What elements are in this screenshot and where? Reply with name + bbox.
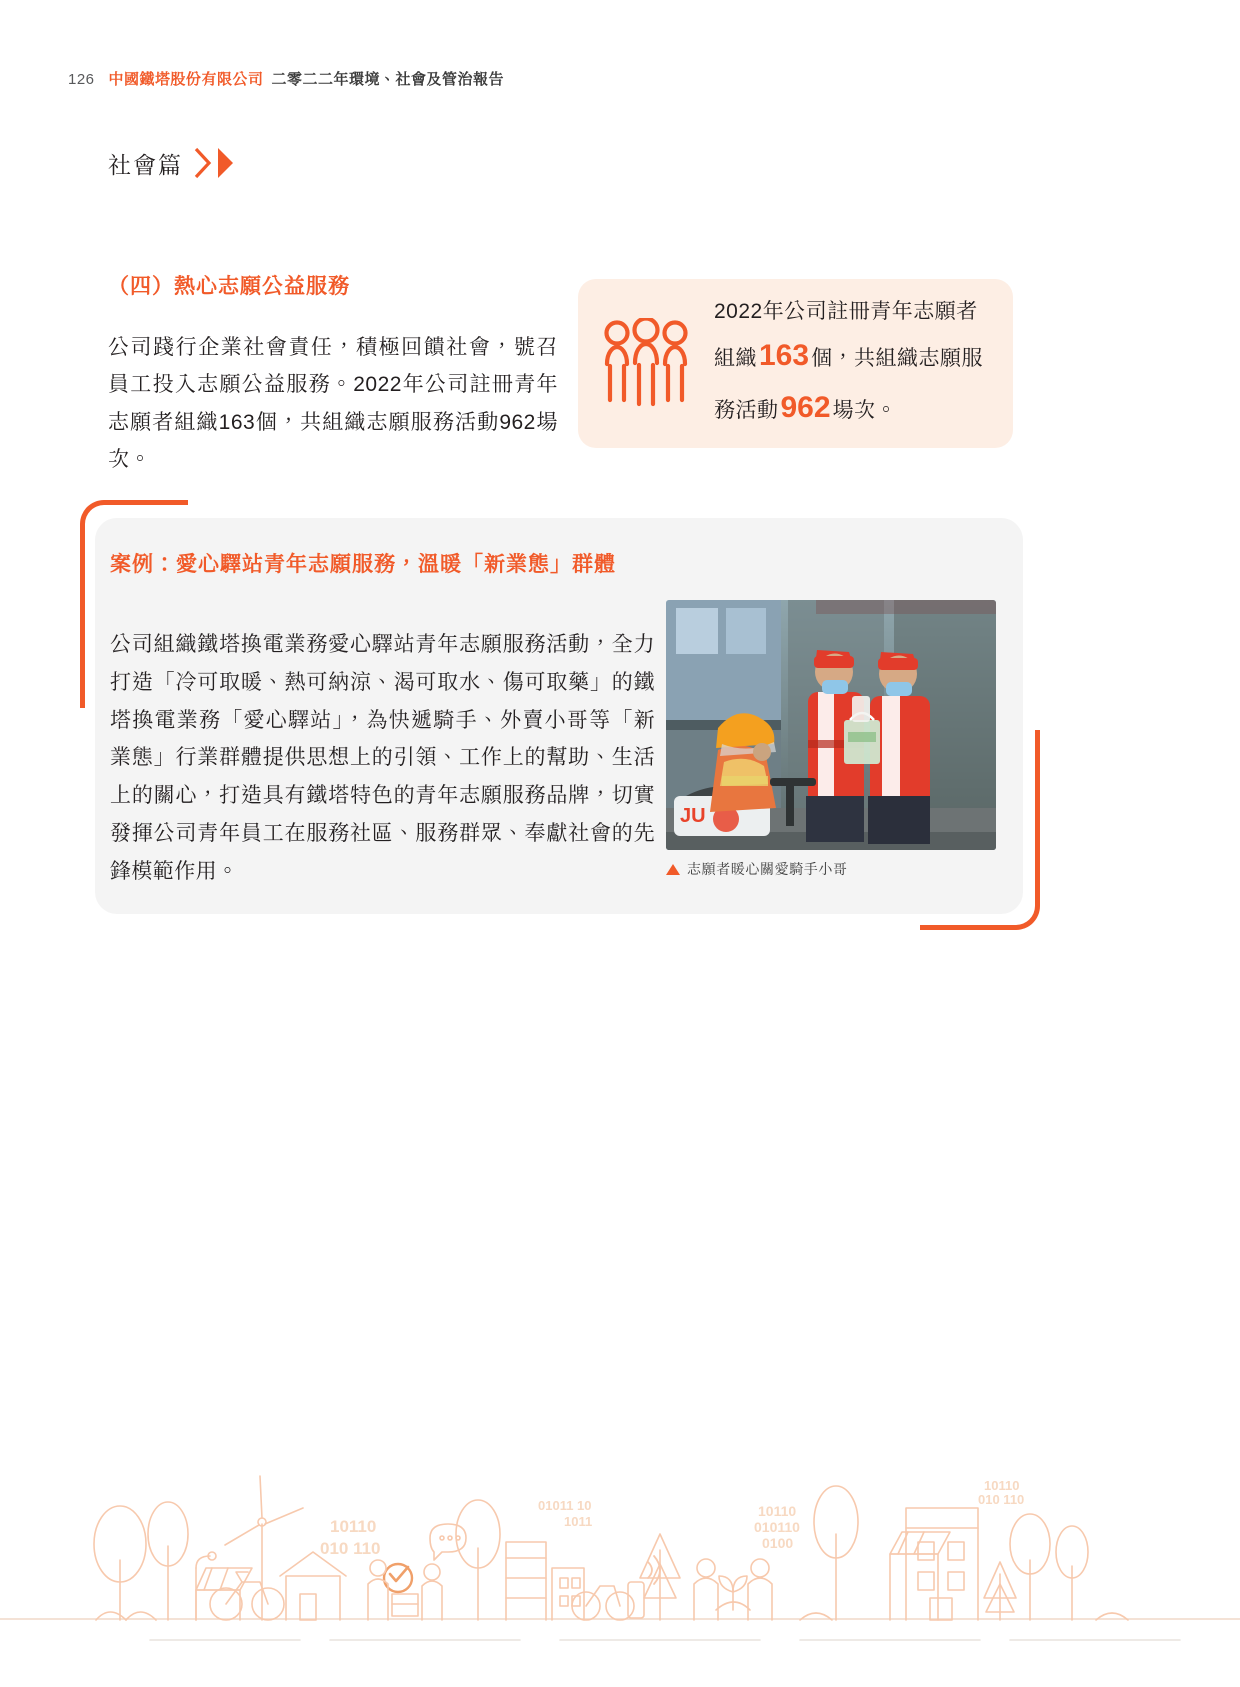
page-subheading: （四）熱心志願公益服務 bbox=[108, 275, 350, 298]
photo-caption-row bbox=[666, 859, 996, 879]
case-study-photo-block bbox=[666, 600, 996, 879]
volunteer-people-icon bbox=[602, 318, 698, 410]
svg-text:01011 10: 01011 10 bbox=[538, 1498, 592, 1513]
section-tag bbox=[108, 146, 235, 180]
double-chevron-right-icon bbox=[193, 146, 235, 180]
photo-caption: 志願者暖心關愛騎手小哥 bbox=[687, 861, 848, 877]
svg-text:010 110: 010 110 bbox=[320, 1539, 381, 1558]
svg-text:010 110: 010 110 bbox=[978, 1492, 1025, 1507]
case-study-paragraph: 公司組織鐵塔換電業務愛心驛站青年志願服務活動，全力打造「冷可取暖、熱可納涼、渴可取水、傷可取藥」的鐵塔換電業務「愛心驛站」，為快遞騎手、外賣小哥等「新業態」行業群體提供思想上的引領、工作上的幫助、生活上的關心，打造具有鐵塔特色的青年志願服務品牌，切實發揮公司青年員工在服務社區、服務群眾、奉獻社會的先鋒模範作用。 bbox=[110, 633, 655, 883]
header-company-name: 中國鐵塔股份有限公司 bbox=[108, 71, 264, 88]
stat-text-part3: 場次。 bbox=[832, 398, 898, 422]
stat-text-part1: 2022年公司註冊青年志願者組織 bbox=[714, 299, 978, 370]
volunteers-serving-delivery-rider-photo bbox=[666, 600, 996, 850]
svg-text:010110: 010110 bbox=[754, 1519, 800, 1535]
svg-text:10110: 10110 bbox=[984, 1478, 1020, 1493]
svg-text:1011: 1011 bbox=[564, 1514, 593, 1529]
header-report-title: 二零二二年環境、社會及管治報告 bbox=[271, 71, 505, 88]
svg-text:0100: 0100 bbox=[762, 1535, 794, 1551]
svg-text:JU: JU bbox=[680, 805, 706, 827]
statistics-text bbox=[714, 294, 991, 433]
stat-text-part2: 個，共組織志願服務活動 bbox=[714, 346, 984, 422]
stat-number-organizations: 163 bbox=[759, 338, 810, 372]
section-tag-label: 社會篇 bbox=[108, 151, 183, 178]
page-header bbox=[68, 68, 504, 89]
intro-paragraph: 公司踐行企業社會責任，積極回饋社會，號召員工投入志願公益服務。2022年公司註冊青年志願者組織163個，共組織志願服務活動962場次。 bbox=[108, 336, 558, 472]
svg-text:10110: 10110 bbox=[330, 1517, 377, 1536]
case-study-title: 案例：愛心驛站青年志願服務，溫暖「新業態」群體 bbox=[110, 553, 616, 576]
stat-number-activities: 962 bbox=[780, 390, 831, 424]
page-number: 126 bbox=[68, 71, 95, 88]
triangle-marker-icon bbox=[666, 864, 680, 875]
svg-text:10110: 10110 bbox=[758, 1503, 797, 1519]
smart-city-outline-illustration bbox=[0, 1382, 1240, 1682]
statistics-highlight-box bbox=[578, 279, 1013, 448]
